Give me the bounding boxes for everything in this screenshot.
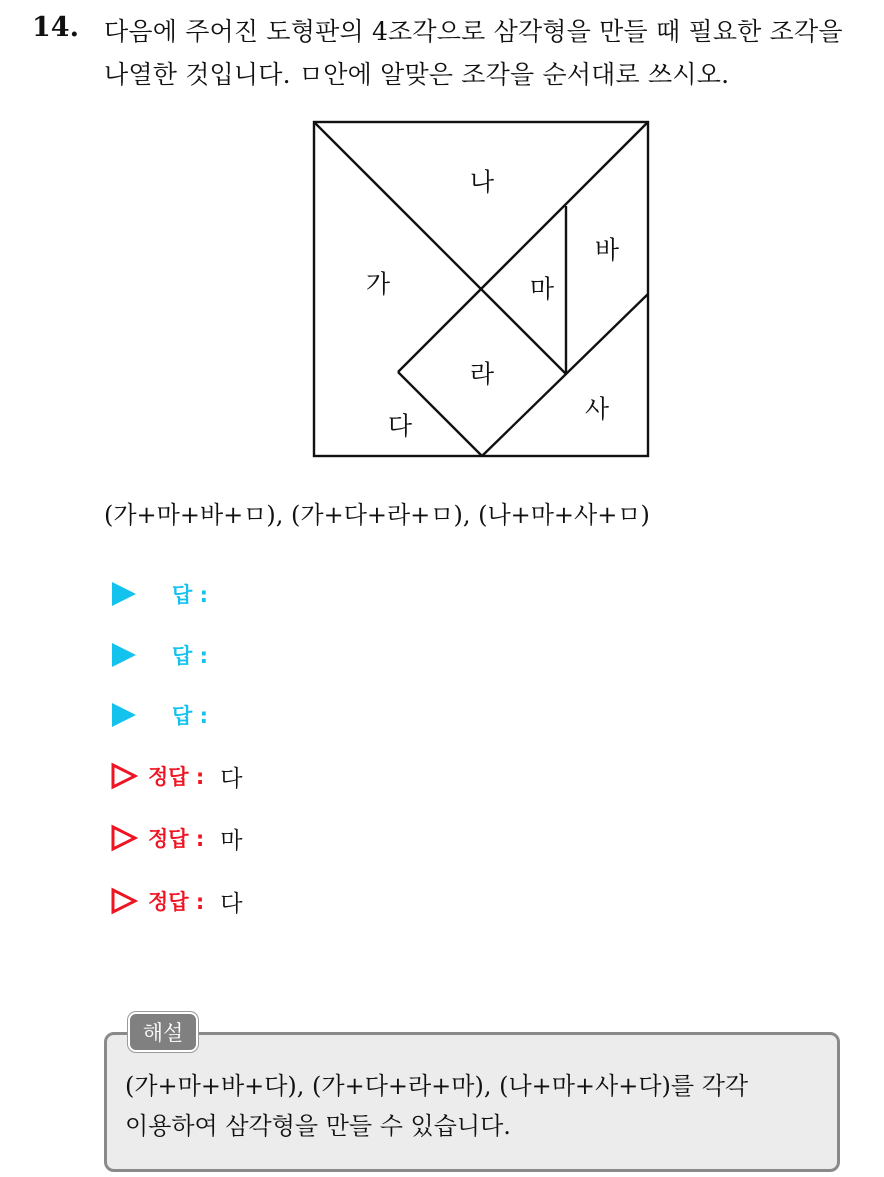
piece-label-na: 나 bbox=[469, 167, 495, 197]
answer-row-2[interactable] bbox=[110, 638, 208, 672]
correct-answer-label: 정답 : bbox=[148, 827, 205, 851]
explanation-line-1: (가+마+바+다), (가+다+라+마), (나+마+사+다)를 각각 bbox=[125, 1072, 749, 1100]
play-outline-icon bbox=[110, 762, 138, 790]
question-line-2: 나열한 것입니다. ㅁ안에 알맞은 조각을 순서대로 쓰시오. bbox=[104, 60, 730, 89]
correct-answer-value: 다 bbox=[220, 765, 243, 792]
tangram-figure bbox=[310, 118, 654, 462]
correct-answer-row-1 bbox=[110, 759, 243, 793]
correct-answer-row-2 bbox=[110, 821, 243, 855]
correct-answer-value: 다 bbox=[220, 890, 243, 917]
explanation-line-2: 이용하여 삼각형을 만들 수 있습니다. bbox=[125, 1112, 511, 1140]
answer-row-1[interactable] bbox=[110, 577, 208, 611]
correct-answer-row-3 bbox=[110, 884, 243, 918]
answer-row-3[interactable] bbox=[110, 698, 208, 732]
correct-answer-value: 마 bbox=[220, 827, 243, 854]
play-outline-icon bbox=[110, 824, 138, 852]
correct-answer-label: 정답 : bbox=[148, 765, 205, 789]
piece-label-da: 다 bbox=[387, 411, 413, 441]
question-number: 14. bbox=[32, 12, 79, 43]
answer-label: 답 : bbox=[172, 644, 208, 668]
question-line-1: 다음에 주어진 도형판의 4조각으로 삼각형을 만들 때 필요한 조각을 bbox=[104, 17, 843, 46]
play-filled-icon bbox=[110, 641, 138, 669]
tangram-diagonal-main bbox=[314, 122, 566, 374]
answer-label: 답 : bbox=[172, 583, 208, 607]
correct-answer-label: 정답 : bbox=[148, 890, 205, 914]
piece-label-sa: 사 bbox=[584, 394, 610, 424]
play-filled-icon bbox=[110, 701, 138, 729]
play-outline-icon bbox=[110, 887, 138, 915]
piece-label-ra: 라 bbox=[469, 359, 495, 389]
play-filled-icon bbox=[110, 580, 138, 608]
answer-label: 답 : bbox=[172, 704, 208, 728]
explanation-tag: 해설 bbox=[128, 1012, 198, 1052]
explanation-text bbox=[125, 1066, 825, 1146]
piece-label-ga: 가 bbox=[365, 269, 391, 299]
choices-text: (가+마+바+ㅁ), (가+다+라+ㅁ), (나+마+사+ㅁ) bbox=[104, 501, 650, 529]
piece-label-ma: 마 bbox=[529, 274, 555, 304]
question-text bbox=[104, 10, 874, 96]
piece-label-ba: 바 bbox=[594, 235, 620, 265]
